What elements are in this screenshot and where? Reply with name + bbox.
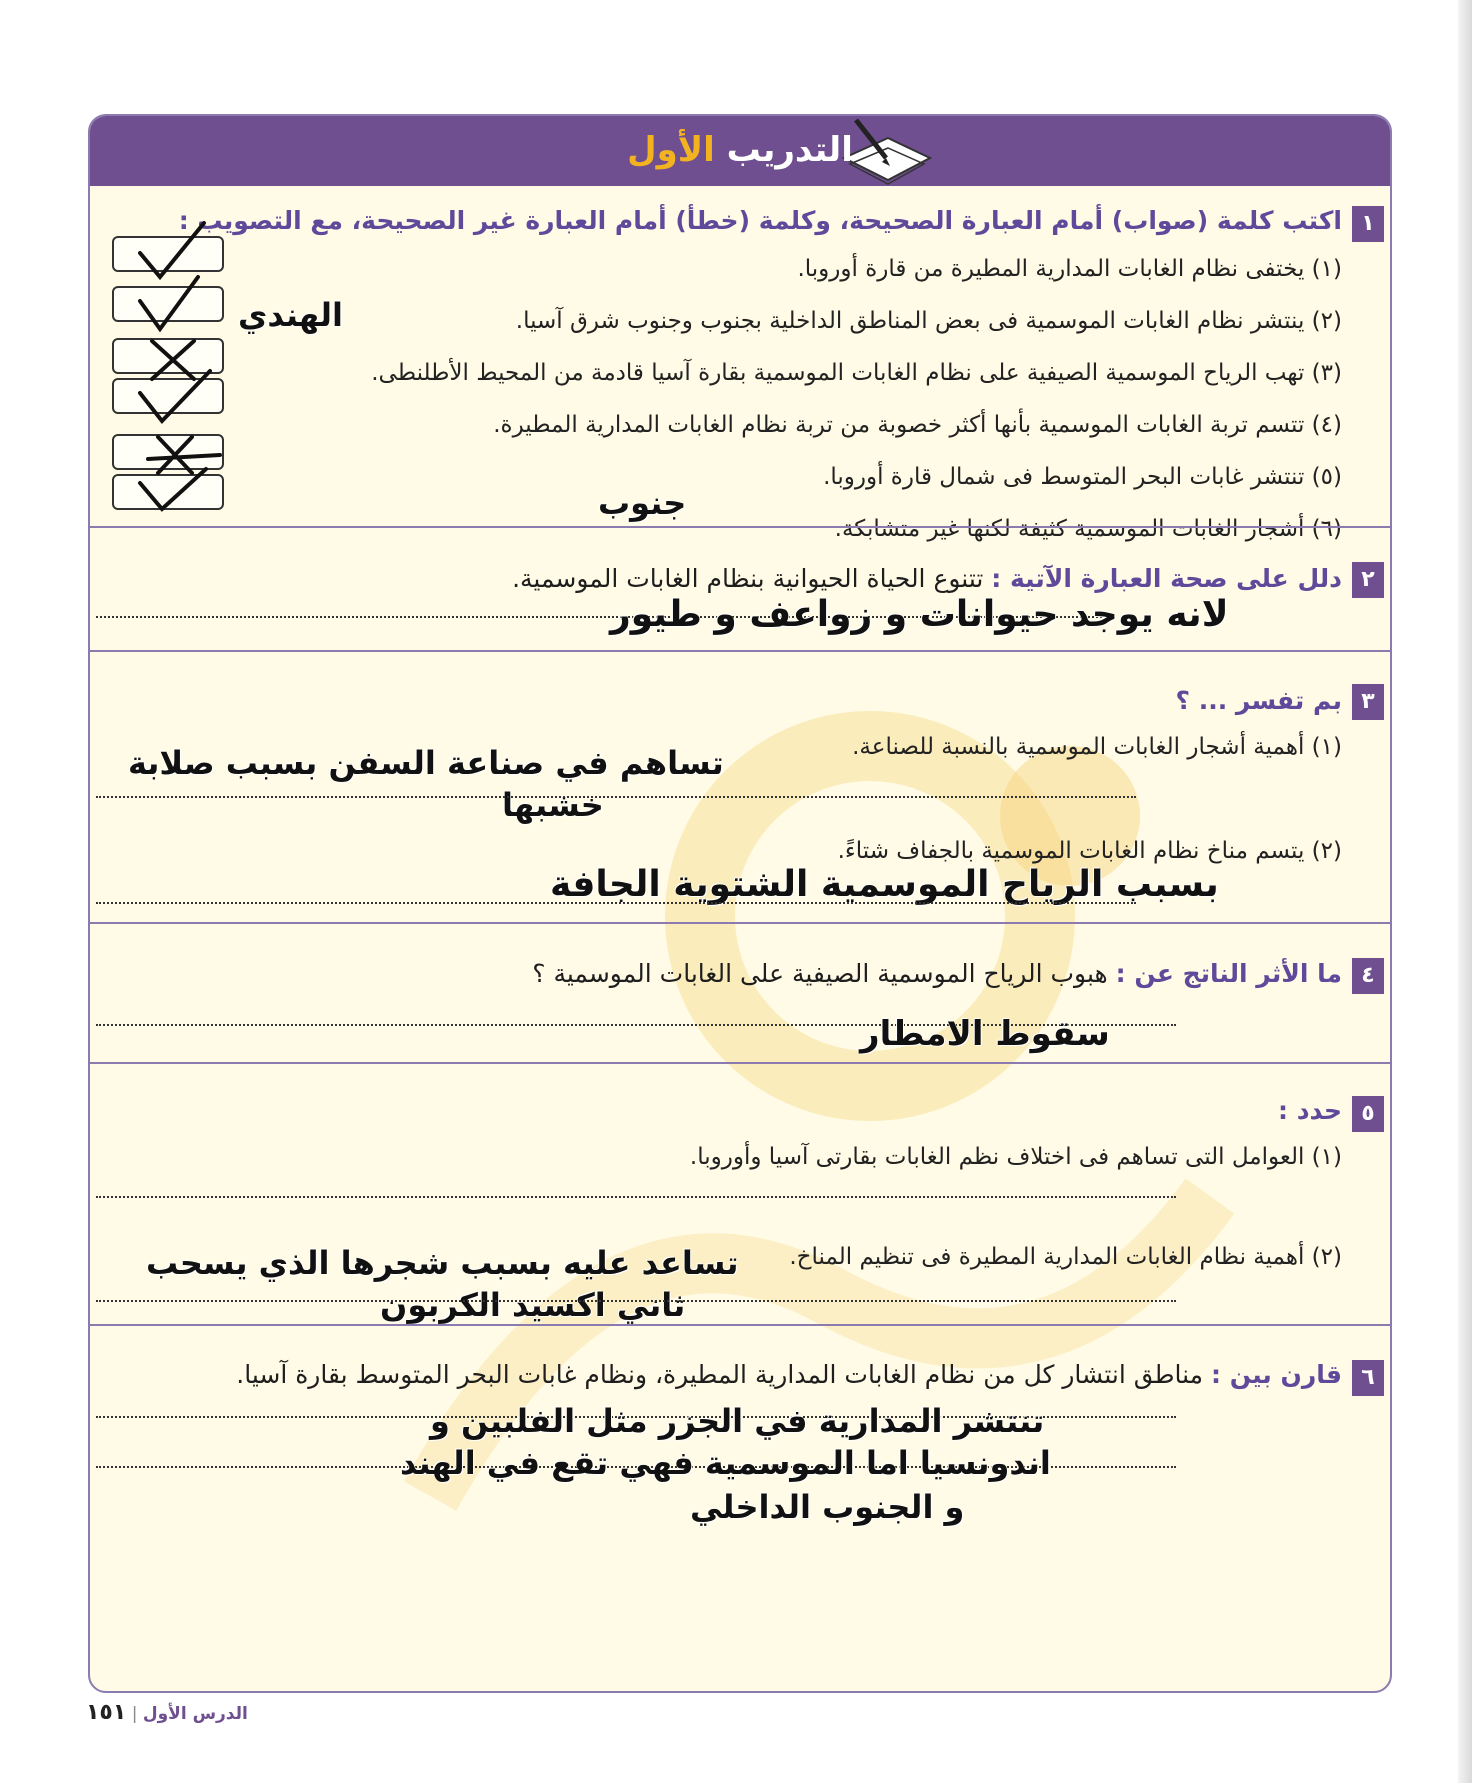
q1-item-1: (١) يختفى نظام الغابات المدارية المطيرة من قارة أوروبا. (797, 256, 1342, 282)
cross-mark-5 (148, 437, 220, 473)
title-accent: الأول (627, 130, 715, 170)
q3-question[interactable]: بم تفسر ... ؟ (1175, 686, 1342, 715)
q5-number: ٥ (1352, 1096, 1384, 1132)
answer-line (96, 1300, 1176, 1302)
check-mark-6 (140, 469, 206, 509)
q3-answer-1-line-1: تساهم في صناعة السفن بسبب صلابة (128, 744, 724, 782)
q1-number: ١ (1352, 206, 1384, 242)
q1-item-3: (٣) تهب الرياح الموسمية الصيفية على نظام الغابات الموسمية بقارة آسيا قادمة من المحيط الأطلنطى. (371, 360, 1342, 386)
check-mark-2 (140, 277, 198, 329)
answer-line (96, 1196, 1176, 1198)
q2-answer: لانه يوجد حيوانات و زواعف و طيور (610, 594, 1229, 635)
exercise-sheet (88, 114, 1392, 1693)
exercise-title (90, 130, 1390, 170)
q3-item-1: (١) أهمية أشجار الغابات الموسمية بالنسبة للصناعة. (852, 734, 1342, 760)
q2-question: دلل على صحة العبارة الآتية : تتنوع الحياة الحيوانية بنظام الغابات الموسمية. (512, 564, 1342, 593)
q3-item-2: (٢) يتسم مناخ نظام الغابات الموسمية بالجفاف شتاءً. (837, 838, 1342, 864)
q1-item-6: (٦) أشجار الغابات الموسمية كثيفة لكنها غير متشابكة. (834, 516, 1342, 542)
watermark-logo (310, 676, 1270, 1576)
q5-answer-2-line-1: تساعد عليه بسبب شجرها الذي يسحب (146, 1244, 739, 1282)
page-edge (1458, 0, 1472, 1783)
q6-answer-line-3: و الجنوب الداخلي (690, 1488, 965, 1526)
q5-item-2: (٢) أهمية نظام الغابات المدارية المطيرة فى تنظيم المناخ. (789, 1244, 1342, 1270)
q1-item-2: (٢) ينتشر نظام الغابات الموسمية فى بعض المناطق الداخلية بجنوب وجنوب شرق آسيا. (515, 308, 1342, 334)
q5-answer-2-line-2: ثاني اكسيد الكربون (380, 1286, 686, 1324)
page-number: ١٥١ (86, 1700, 127, 1725)
q1-instruction: اكتب كلمة (صواب) أمام العبارة الصحيحة، وكلمة (خطأ) أمام العبارة غير الصحيحة، مع التصويب : (178, 206, 1342, 235)
q6-answer-line-1: تنتشر المدارية في الجزر مثل الفلبين و (430, 1402, 1045, 1440)
answer-line (96, 796, 1136, 798)
q4-answer: سقوط الامطار (860, 1014, 1110, 1054)
q5-item-1: (١) العوامل التى تساهم فى اختلاف نظم الغابات بقارتى آسيا وأوروبا. (689, 1144, 1342, 1170)
q1-item-4: (٤) تتسم تربة الغابات الموسمية بأنها أكثر خصوبة من تربة نظام الغابات المدارية المطيرة. (493, 412, 1342, 438)
q4-question: ما الأثر الناتج عن : هبوب الرياح الموسمية الصيفية على الغابات الموسمية ؟ (532, 959, 1342, 988)
divider (90, 650, 1390, 652)
q2-number: ٢ (1352, 562, 1384, 598)
footer-lesson: الدرس الأول (142, 1704, 248, 1724)
divider (90, 1324, 1390, 1326)
handwritten-marks (112, 211, 232, 521)
q1-correction-3: الهندي (238, 296, 343, 334)
divider (90, 526, 1390, 528)
divider (90, 922, 1390, 924)
q6-number: ٦ (1352, 1360, 1384, 1396)
answer-line (96, 902, 1136, 904)
q6-question: قارن بين : مناطق انتشار كل من نظام الغابات المدارية المطيرة، ونظام غابات البحر المتوسط بقارة آسيا. (236, 1360, 1342, 1389)
q6-answer-line-2: اندونسيا اما الموسمية فهي تقع في الهند (400, 1444, 1051, 1482)
q3-number: ٣ (1352, 684, 1384, 720)
q3-answer-2: بسبب الرياح الموسمية الشتوية الجافة (550, 864, 1219, 905)
q4-number: ٤ (1352, 958, 1384, 994)
q5-question: حدد : (1278, 1096, 1342, 1125)
cross-mark-3 (152, 341, 194, 379)
check-mark-1 (140, 223, 204, 277)
divider (90, 1062, 1390, 1064)
q3-answer-1-line-2: خشبها (502, 786, 604, 824)
title-main: التدريب (726, 130, 853, 170)
q1-item-5: (٥) تنتشر غابات البحر المتوسط فى شمال قارة أوروبا. (823, 464, 1342, 490)
page-footer: الدرس الأول | ١٥١ (86, 1700, 248, 1725)
q1-correction-5: جنوب (598, 484, 687, 522)
